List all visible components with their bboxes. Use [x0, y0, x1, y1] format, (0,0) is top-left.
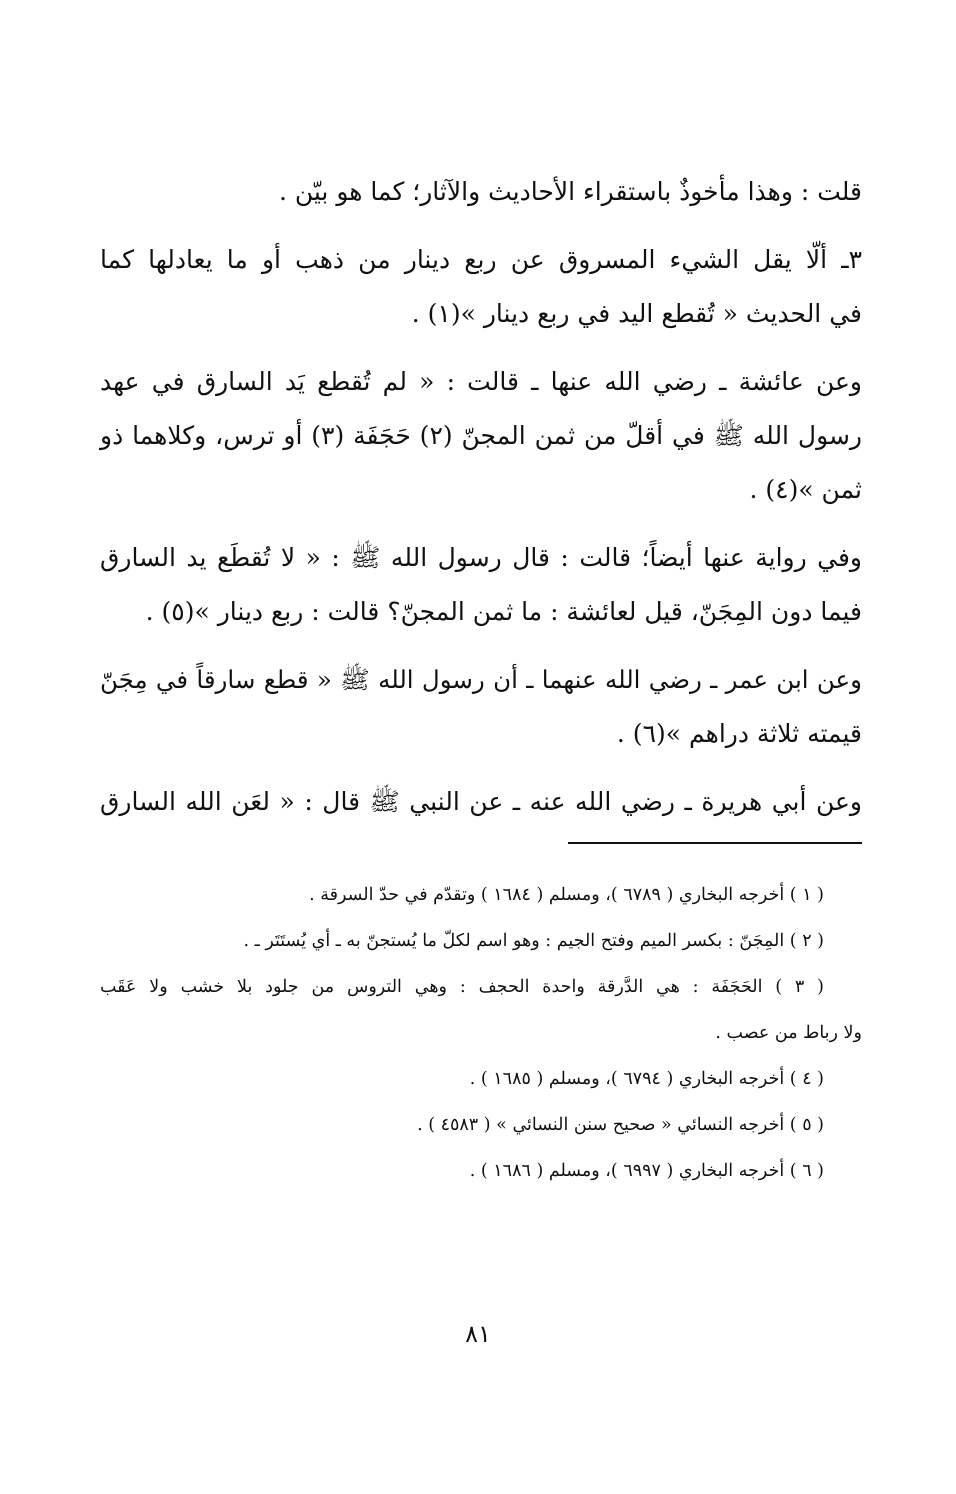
paragraph	[100, 775, 862, 829]
text-line: وعن أبي هريرة ـ رضي الله عنه ـ عن النبي ﷺ قال : « لعَن الله السارق	[100, 787, 862, 816]
text-line: قيمته ثلاثة دراهم »(٦) .	[616, 719, 862, 748]
footnote	[100, 872, 862, 918]
main-text	[100, 165, 862, 829]
page-number: ٨١	[465, 1320, 491, 1348]
text-line: وفي رواية عنها أيضاً؛ قالت : قال رسول الله ﷺ : « لا تُقطَع يد السارق	[100, 543, 862, 572]
footnote-line: ( ٣ ) الحَجَفَة : هي الدَّرقة واحدة الحجف : وهي التروس من جلود بلا خشب ولا عَقَب	[100, 977, 824, 997]
text-line: ثمن »(٤) .	[749, 475, 862, 504]
text-line: وعن ابن عمر ـ رضي الله عنهما ـ أن رسول الله ﷺ « قطع سارقاً في مِجَنّ	[100, 665, 862, 694]
paragraph	[100, 165, 862, 219]
footnote-line: ( ٥ ) أخرجه النسائي « صحيح سنن النسائي » ( ٤٥٨٣ ) .	[417, 1115, 824, 1135]
footnote-line: ولا رباط من عصب .	[715, 1023, 862, 1043]
text-line: رسول الله ﷺ في أقلّ من ثمن المجنّ (٢) حَجَفَة (٣) أو ترس، وكلاهما ذو	[100, 421, 862, 450]
footnote	[100, 1056, 862, 1102]
text-line: فيما دون المِجَنّ، قيل لعائشة : ما ثمن المجنّ؟ قالت : ربع دينار »(٥) .	[145, 597, 862, 626]
footnote-separator	[568, 842, 862, 844]
paragraph	[100, 531, 862, 639]
text-line: ٣ـ ألّا يقل الشيء المسروق عن ربع دينار من ذهب أو ما يعادلها كما	[100, 245, 862, 274]
footnote	[100, 918, 862, 964]
footnote-line: ( ٢ ) المِجَنّ : بكسر الميم وفتح الجيم : وهو اسم لكلّ ما يُستجنّ به ـ أي يُستَتَر ـ .	[243, 931, 824, 951]
text-line: قلت : وهذا مأخوذٌ باستقراء الأحاديث والآثار؛ كما هو بيّن .	[278, 177, 862, 206]
footnote	[100, 964, 862, 1056]
footnote-line: ( ٦ ) أخرجه البخاري ( ٦٩٩٧ )، ومسلم ( ١٦٨٦ ) .	[469, 1161, 824, 1181]
footnote-line: ( ٤ ) أخرجه البخاري ( ٦٧٩٤ )، ومسلم ( ١٦٨٥ ) .	[469, 1069, 824, 1089]
footnote	[100, 1148, 862, 1194]
footnote-line: ( ١ ) أخرجه البخاري ( ٦٧٨٩ )، ومسلم ( ١٦٨٤ ) وتقدّم في حدّ السرقة .	[309, 885, 824, 905]
text-line: في الحديث « تُقطع اليد في ربع دينار »(١) .	[411, 299, 862, 328]
footnotes	[100, 872, 862, 1194]
paragraph	[100, 355, 862, 517]
paragraph	[100, 233, 862, 341]
paragraph	[100, 653, 862, 761]
text-line: وعن عائشة ـ رضي الله عنها ـ قالت : « لم تُقطع يَد السارق في عهد	[100, 367, 862, 396]
footnote	[100, 1102, 862, 1148]
